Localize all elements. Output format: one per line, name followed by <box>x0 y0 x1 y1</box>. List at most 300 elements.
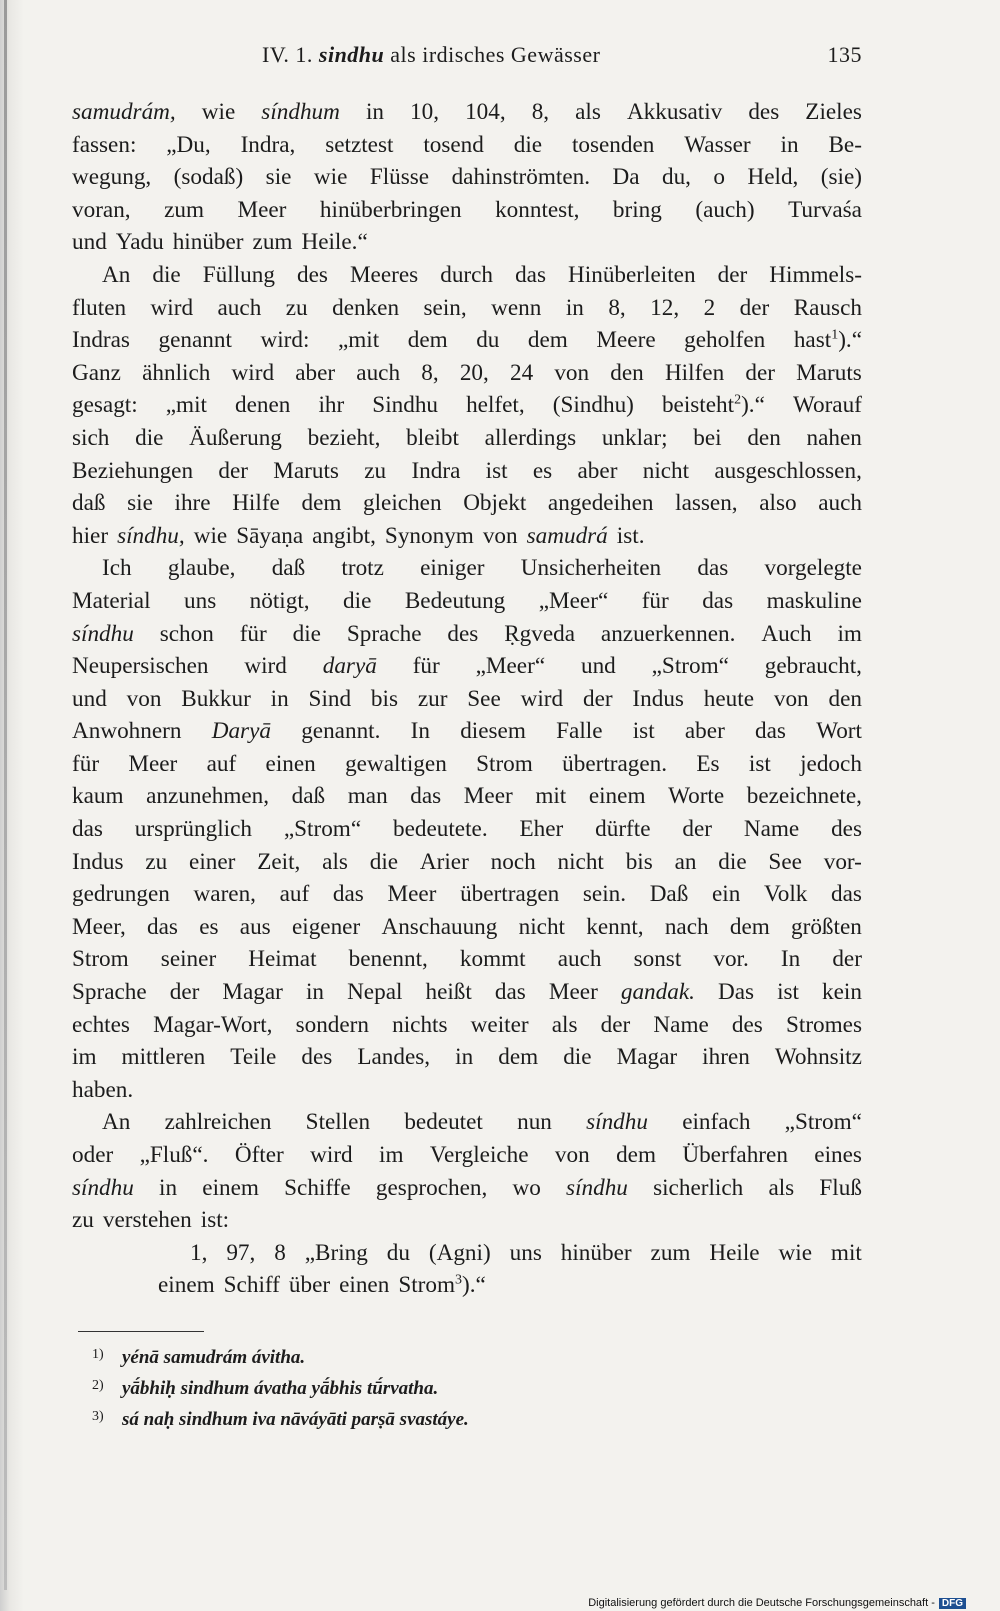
word: noch <box>490 848 536 875</box>
text-line <box>72 585 862 618</box>
text-line <box>72 650 862 683</box>
word: Ich <box>102 555 132 582</box>
text-line <box>72 1172 862 1205</box>
word: gedrungen <box>72 881 170 908</box>
word: übertragen. <box>562 750 668 777</box>
word: Es <box>696 750 720 777</box>
word: vorgelegte <box>764 555 862 582</box>
word: dahinströmten. <box>451 164 591 191</box>
word: Name <box>653 1011 709 1038</box>
running-header <box>262 42 862 78</box>
word: aber <box>295 359 336 386</box>
word: „Bring <box>304 1239 368 1266</box>
word: daß <box>291 783 326 810</box>
word: Bukkur <box>181 685 251 712</box>
word: auch <box>356 359 401 386</box>
word: Daß <box>649 881 689 908</box>
word: Meer <box>463 783 513 810</box>
word: (sie) <box>820 164 862 191</box>
word: die <box>152 261 181 288</box>
word: Held, <box>747 164 799 191</box>
word: denen <box>235 392 291 419</box>
word: kein <box>822 979 862 1006</box>
word: einiger <box>420 555 485 582</box>
word: bedeutete. <box>393 816 488 843</box>
dfg-logo: DFG <box>939 1598 966 1609</box>
word: du <box>476 327 500 354</box>
word: des <box>831 816 862 843</box>
word: konntest, <box>495 196 580 223</box>
word: bis <box>625 848 653 875</box>
word: vor- <box>823 848 862 875</box>
text-line <box>72 455 862 488</box>
word: Neupersischen <box>72 653 209 680</box>
word: Das <box>717 979 755 1006</box>
word: bezeichnete, <box>746 783 862 810</box>
word: Schiffe <box>284 1174 351 1201</box>
word: Anwohnern <box>72 718 182 745</box>
word: benennt, <box>348 946 428 973</box>
word: der <box>218 457 248 484</box>
word: du, <box>661 164 691 191</box>
word: größten <box>791 913 862 940</box>
word: wie <box>778 1239 812 1266</box>
word: Sind <box>308 685 352 712</box>
text-line <box>72 357 862 390</box>
word: 104, <box>465 99 506 125</box>
word: von <box>126 685 162 712</box>
word: angedeihen <box>547 490 654 517</box>
text-line <box>72 96 862 129</box>
word: nahen <box>806 424 862 451</box>
word: des <box>301 1044 333 1071</box>
word: ausgeschlossen, <box>714 457 862 484</box>
word: allerdings <box>484 424 577 451</box>
word: setztest <box>325 131 394 158</box>
word: waren, <box>193 881 256 908</box>
word: dem <box>616 1142 656 1168</box>
word: ist: <box>200 1207 230 1234</box>
word: für <box>641 587 669 614</box>
word: oder <box>72 1142 114 1168</box>
word: sie <box>127 490 153 517</box>
word: hast$^1$).“ <box>793 327 862 354</box>
word: genannt <box>158 327 232 354</box>
word: der <box>582 685 613 712</box>
word: Hilfen <box>664 359 725 386</box>
word: unklar; <box>601 424 668 451</box>
word: einer <box>189 848 236 875</box>
word: Öfter <box>234 1142 284 1168</box>
word: „Strom“ <box>784 1109 862 1136</box>
word: bedeutet <box>404 1109 483 1136</box>
word: Hilfe <box>232 490 280 517</box>
word: im <box>837 620 862 647</box>
text-line <box>72 780 862 813</box>
footnote-mark: 1) <box>92 1347 104 1362</box>
text-line <box>72 389 862 422</box>
word: uns <box>184 587 217 614</box>
word: Maruts <box>273 457 339 484</box>
text-line <box>72 324 862 357</box>
word: wird: <box>260 327 310 354</box>
word: hinüber <box>560 1239 632 1266</box>
word: gewaltigen <box>345 750 447 777</box>
word: es <box>532 457 553 484</box>
word: weiter <box>470 1011 529 1038</box>
word: bezieht, <box>307 424 381 451</box>
text-line <box>72 161 862 194</box>
word: Auch <box>761 620 812 647</box>
word: 97, <box>226 1239 256 1266</box>
word: Meere <box>596 327 656 354</box>
word: Teile <box>230 1044 277 1071</box>
word: von <box>554 359 590 386</box>
word: des <box>447 620 479 647</box>
word: der <box>717 261 748 288</box>
word: Maruts <box>796 359 862 386</box>
word: sonst <box>633 946 682 973</box>
word: Synonym <box>384 522 474 549</box>
word: einem <box>158 1272 215 1299</box>
text-line <box>72 292 862 325</box>
word: sein, <box>423 294 467 321</box>
word: Beziehungen <box>72 457 194 484</box>
book-gutter-edge <box>4 0 7 1590</box>
word: heißt <box>425 979 472 1006</box>
text-line <box>72 226 862 259</box>
word: bleibt <box>406 424 459 451</box>
word: mit <box>830 1239 862 1266</box>
word: trotz <box>341 555 384 582</box>
word: sich <box>72 424 110 451</box>
word: samudrám, <box>72 99 176 125</box>
word: Be- <box>828 131 862 158</box>
word: der <box>682 816 712 843</box>
word: Wohnsitz <box>774 1044 862 1071</box>
word: und <box>72 685 107 712</box>
word: (Sindhu) <box>552 392 634 419</box>
word: der <box>832 946 862 973</box>
text-line <box>72 1139 862 1172</box>
word: fluten <box>72 294 127 321</box>
word: vor. <box>713 946 749 973</box>
word: Stromes <box>785 1011 862 1038</box>
text-line <box>72 846 862 879</box>
word: Landes, <box>357 1044 431 1071</box>
word: Objekt <box>463 490 527 517</box>
word: in <box>270 685 289 712</box>
word: verstehen <box>102 1207 192 1234</box>
word: 8, <box>608 294 626 321</box>
word: du <box>386 1239 410 1266</box>
text-line <box>72 748 862 781</box>
word: anzunehmen, <box>146 783 270 810</box>
word: „Meer“ <box>538 587 609 614</box>
word: nichts <box>392 1011 448 1038</box>
text-line <box>72 1204 862 1237</box>
word: das <box>410 783 442 810</box>
word: aus <box>239 913 271 940</box>
word: als <box>322 848 348 875</box>
word: 2 <box>703 294 716 321</box>
header-title <box>262 42 600 68</box>
word: daß <box>271 555 306 582</box>
word: seiner <box>160 946 217 973</box>
word: síndhu <box>586 1109 648 1136</box>
text-line <box>72 911 862 944</box>
word: Heile.“ <box>301 229 368 256</box>
word: Stellen <box>305 1109 371 1136</box>
footnote-3 <box>92 1403 692 1434</box>
word: für <box>239 620 267 647</box>
word: sondern <box>295 1011 369 1038</box>
word: 1, <box>190 1239 208 1266</box>
word: auch <box>818 490 862 517</box>
word: ist <box>632 718 655 745</box>
word: die <box>369 848 399 875</box>
word: ursprünglich <box>134 816 252 843</box>
word: dem <box>729 913 770 940</box>
word: wird <box>150 294 194 321</box>
footnote-text: yénā samudrám ávitha. <box>122 1347 306 1368</box>
word: lassen, <box>675 490 738 517</box>
word: Zeit, <box>257 848 301 875</box>
word: nicht <box>557 848 604 875</box>
word: Nepal <box>347 979 403 1006</box>
text-line <box>72 878 862 911</box>
word: kaum <box>72 783 124 810</box>
word: dürfte <box>595 816 651 843</box>
word: tosend <box>423 131 484 158</box>
word: tosenden <box>571 131 655 158</box>
word: haben. <box>72 1076 134 1103</box>
text-line <box>72 1074 862 1107</box>
word: Ganz <box>72 359 121 386</box>
word: 20, <box>459 359 489 386</box>
word: die <box>135 424 164 451</box>
word: ist <box>748 750 771 777</box>
word: ihr <box>318 392 345 419</box>
word: nötigt, <box>249 587 310 614</box>
word: das <box>72 816 103 843</box>
word: Strom$^3$).“ <box>398 1272 486 1299</box>
word: durch <box>440 261 494 288</box>
word: sie <box>265 164 292 191</box>
word: „mit <box>337 327 380 354</box>
word: Daryā <box>211 718 271 745</box>
text-line <box>72 1106 862 1139</box>
word: voran, <box>72 196 131 223</box>
word: dem <box>407 327 448 354</box>
word: uns <box>509 1239 542 1266</box>
word: ist <box>777 979 799 1006</box>
word: Himmels- <box>769 261 862 288</box>
word: und <box>580 653 616 680</box>
word: schon <box>159 620 214 647</box>
word: Füllung <box>202 261 275 288</box>
word: Wort <box>816 718 862 745</box>
word: und <box>72 229 107 256</box>
word: das <box>332 881 364 908</box>
word: Turvaśa <box>788 196 862 223</box>
word: fassen: <box>72 131 137 158</box>
text-line <box>72 259 862 292</box>
footnote-text: sá naḥ sindhum iva nāváyāti parṣā svastáye. <box>122 1409 469 1430</box>
footnote-mark: 3) <box>92 1409 104 1424</box>
word: 24 <box>509 359 534 386</box>
word: heute <box>703 685 755 712</box>
text-line <box>72 487 862 520</box>
word: hinüber <box>172 229 244 256</box>
word: des <box>731 1011 763 1038</box>
word: Äußerung <box>189 424 282 451</box>
word: als <box>551 1011 578 1038</box>
word: in <box>455 1044 474 1071</box>
word: Indras <box>72 327 130 354</box>
word: zum <box>164 196 204 223</box>
word: echtes <box>72 1011 130 1038</box>
word: des <box>296 261 328 288</box>
word: bring <box>612 196 662 223</box>
word: Strom <box>476 750 533 777</box>
word: Meeres <box>349 261 419 288</box>
word: das <box>147 913 178 940</box>
word: zum <box>650 1239 691 1266</box>
word: zur <box>417 685 448 712</box>
word: dem <box>498 1044 539 1071</box>
word: síndhu <box>566 1174 628 1201</box>
word: Meer <box>237 196 287 223</box>
footnote-text: yā́bhiḥ sindhum ávatha yā́bhis tū́rvatha. <box>122 1378 439 1399</box>
header-title-rest: als irdisches Gewässer <box>390 42 601 67</box>
word: man <box>347 783 388 810</box>
word: wie <box>201 99 236 125</box>
word: die <box>718 848 747 875</box>
word: bis <box>370 685 398 712</box>
text-line <box>72 683 862 716</box>
word: gebraucht, <box>764 653 862 680</box>
word: zu <box>285 294 308 321</box>
word: 8, <box>421 359 439 386</box>
footnote-1 <box>92 1341 692 1372</box>
word: síndhu <box>72 620 134 647</box>
word: (auch) <box>695 196 755 223</box>
word: Schiff <box>223 1272 280 1299</box>
text-line <box>72 1041 862 1074</box>
word: Worauf <box>792 392 862 419</box>
word: Worte <box>668 783 725 810</box>
word: an <box>674 848 697 875</box>
word: auf <box>279 881 310 908</box>
word: wird <box>244 653 287 680</box>
word: von <box>482 522 518 549</box>
word: nun <box>517 1109 552 1136</box>
page-number: 135 <box>827 42 862 67</box>
word: Material <box>72 587 151 614</box>
word: die <box>563 1044 592 1071</box>
word: jedoch <box>800 750 862 777</box>
word: Hinüberleiten <box>568 261 696 288</box>
word: zu <box>72 1207 94 1234</box>
word: einem <box>202 1174 259 1201</box>
word: von <box>554 1142 590 1168</box>
word: An <box>102 1109 131 1136</box>
header-section: IV. 1. <box>262 42 313 67</box>
text-line <box>72 1237 862 1270</box>
word: Indus <box>72 848 124 875</box>
word: gleichen <box>363 490 442 517</box>
word: aber <box>684 718 725 745</box>
word: die <box>513 131 543 158</box>
word: Unsicherheiten <box>520 555 662 582</box>
word: Zieles <box>805 99 862 125</box>
word: hinüberbringen <box>319 196 462 223</box>
word: in <box>365 99 384 125</box>
word: von <box>773 685 809 712</box>
text-line <box>72 194 862 227</box>
digitization-credit <box>588 1597 966 1609</box>
word: Name <box>743 816 800 843</box>
word: Eher <box>519 816 564 843</box>
word: hier <box>72 522 109 549</box>
word: wegung, <box>72 164 152 191</box>
text-line <box>72 715 862 748</box>
word: Magar <box>222 979 283 1006</box>
word: zu <box>364 457 387 484</box>
word: Meer <box>128 750 178 777</box>
word: Anschauung <box>381 913 498 940</box>
word: Wasser <box>684 131 751 158</box>
word: Meer, <box>72 913 126 940</box>
word: 8 <box>274 1239 286 1266</box>
word: mit <box>535 783 567 810</box>
word: dem <box>301 490 342 517</box>
word: nach <box>664 913 709 940</box>
text-line <box>72 552 862 585</box>
word: gandak. <box>620 979 695 1006</box>
word: des <box>748 99 780 125</box>
word: als <box>768 1174 795 1201</box>
word: See <box>467 685 501 712</box>
word: Fluß <box>819 1174 862 1201</box>
word: das <box>831 881 862 908</box>
word: zahlreichen <box>164 1109 272 1136</box>
word: in <box>780 131 799 158</box>
word: eines <box>814 1142 862 1168</box>
word: einfach <box>682 1109 751 1136</box>
text-line <box>72 422 862 455</box>
word: also <box>759 490 797 517</box>
word: wie <box>193 522 228 549</box>
word: Strom <box>72 946 129 973</box>
word: im <box>379 1142 404 1168</box>
word: In <box>410 718 430 745</box>
text-line <box>72 943 862 976</box>
word: Falle <box>556 718 603 745</box>
word: „mit <box>165 392 207 419</box>
word: den <box>747 424 781 451</box>
word: den <box>828 685 862 712</box>
word: Sindhu <box>372 392 439 419</box>
text-line <box>72 129 862 162</box>
word: wenn <box>491 294 542 321</box>
word: in <box>159 1174 178 1201</box>
word: der <box>739 294 770 321</box>
word: das <box>702 587 734 614</box>
word: „Strom“ <box>651 653 729 680</box>
word: angibt, <box>312 522 376 549</box>
